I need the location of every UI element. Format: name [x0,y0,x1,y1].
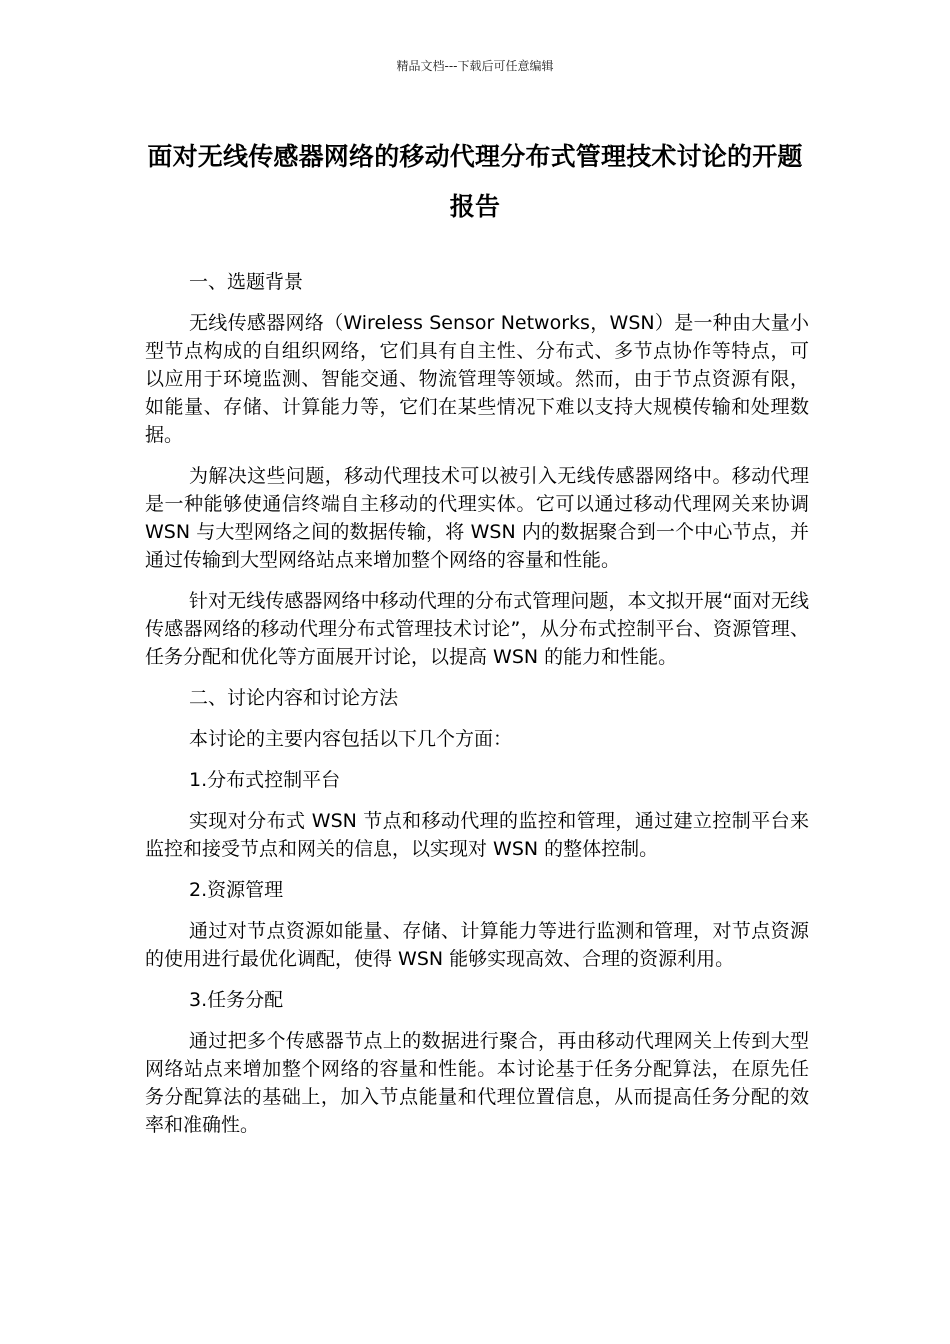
document-body [145,268,809,1152]
section-heading-background: 一、选题背景 [189,271,304,293]
paragraph-background-2: 为解决这些问题，移动代理技术可以被引入无线传感器网络中。移动代理是一种能够使通信终端自主移动的代理实体。它可以通过移动代理网关来协调 WSN 与大型网络之间的数据传输，将 WSN 内的数据聚合到一个中心节点，并通过传输到大型网络站点来增加整个网络的容量和性能。 [145,465,809,571]
paragraph-content-intro: 本讨论的主要内容包括以下几个方面： [189,728,513,750]
section-heading-content: 二、讨论内容和讨论方法 [189,687,399,709]
paragraph-background-1: 无线传感器网络（Wireless Sensor Networks，WSN）是一种由大量小型节点构成的自组织网络，它们具有自主性、分布式、多节点协作等特点，可以应用于环境监测、智能交通、物流管理等领域。然而，由于节点资源有限，如能量、存储、计算能力等，它们在某些情况下难以支持大规模传输和处理数据。 [145,312,809,446]
item-text-1: 实现对分布式 WSN 节点和移动代理的监控和管理，通过建立控制平台来监控和接受节点和网关的信息，以实现对 WSN 的整体控制。 [145,810,809,860]
item-heading-2: 2.资源管理 [189,879,284,901]
item-heading-3: 3.任务分配 [189,989,284,1011]
header-note: 精品文档---下载后可任意编辑 [396,59,554,73]
item-text-3: 通过把多个传感器节点上的数据进行聚合，再由移动代理网关上传到大型网络站点来增加整个网络的容量和性能。本讨论基于任务分配算法，在原先任务分配算法的基础上，加入节点能量和代理位置信息，从而提高任务分配的效率和准确性。 [145,1030,809,1136]
document-title: 面对无线传感器网络的移动代理分布式管理技术讨论的开题报告 [147,142,803,221]
item-heading-1: 1.分布式控制平台 [189,769,341,791]
item-text-2: 通过对节点资源如能量、存储、计算能力等进行监测和管理，对节点资源的使用进行最优化调配，使得 WSN 能够实现高效、合理的资源利用。 [145,920,809,970]
paragraph-background-3: 针对无线传感器网络中移动代理的分布式管理问题，本文拟开展“面对无线传感器网络的移动代理分布式管理技术讨论”，从分布式控制平台、资源管理、任务分配和优化等方面展开讨论，以提高 WSN 的能力和性能。 [145,590,809,668]
